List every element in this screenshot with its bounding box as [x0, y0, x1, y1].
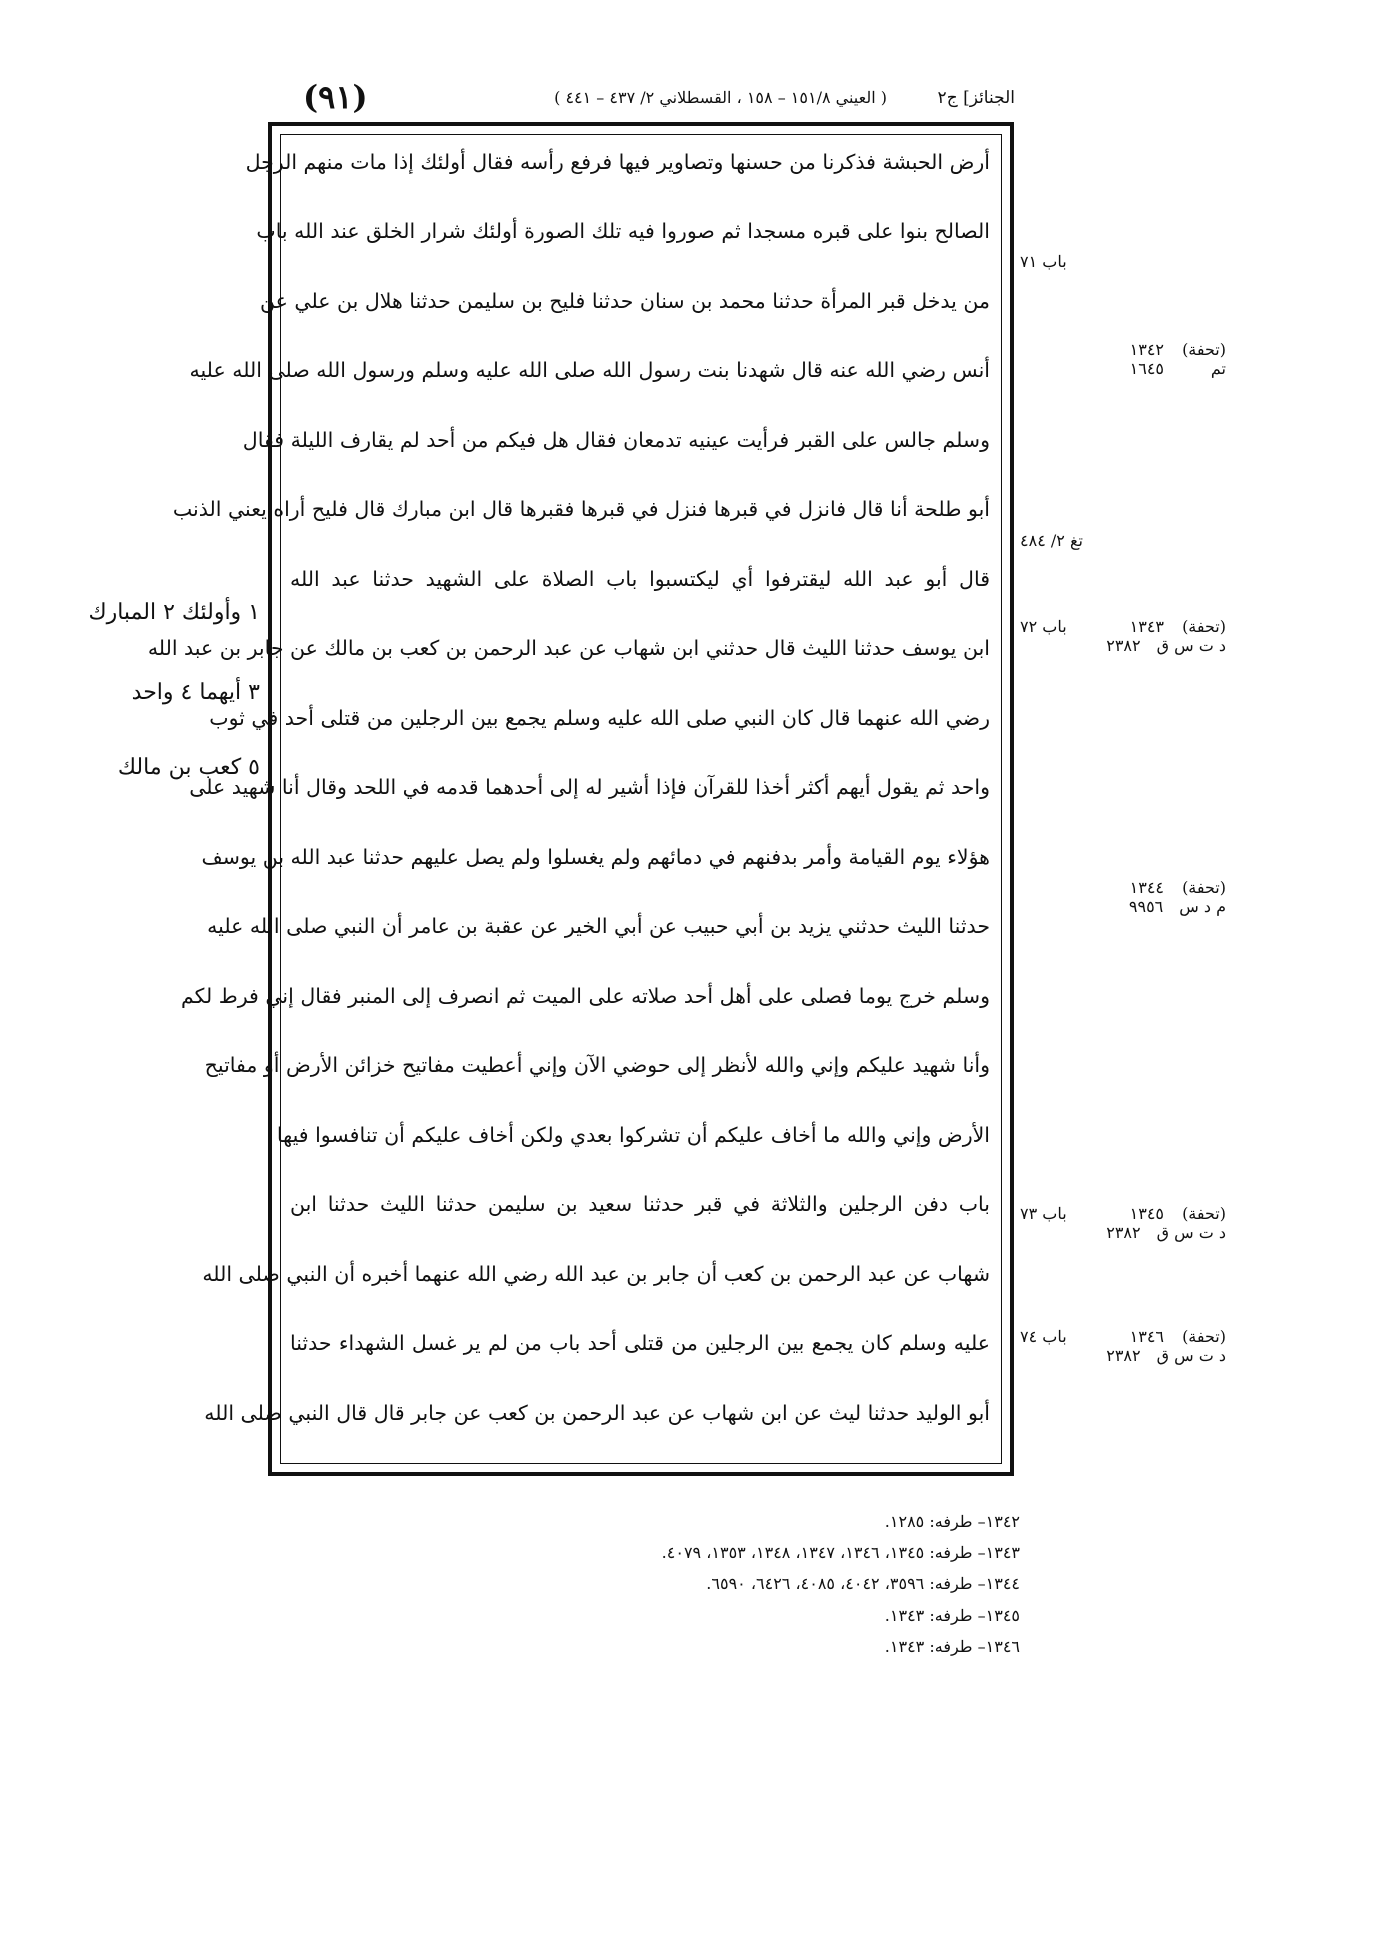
- tuhfa-ref: [1066, 1327, 1226, 1365]
- tuhfa-code: م د س: [1179, 897, 1226, 916]
- bab-marker: باب ٧١: [1020, 252, 1067, 271]
- text-line: أبو طلحة أنا قال فانزل في قبرها فنزل في قبرها فقبرها قال ابن مبارك قال فليح أراه يعني الذنب: [172, 497, 990, 521]
- tuhfa-code-number: ٢٣٨٢: [1106, 636, 1141, 655]
- commentary-refs: ( العيني ١٥١/٨ – ١٥٨ ، القسطلاني ٢/ ٤٣٧ – ٤٤١ ): [554, 88, 887, 107]
- footnote: ١٣٤٢– طرفه: ١٢٨٥.: [884, 1512, 1020, 1531]
- tuhfa-code: د ت س ق: [1156, 636, 1226, 655]
- tuhfa-number: ١٣٤٣: [1129, 617, 1164, 636]
- tuhfa-label: (تحفة): [1182, 617, 1226, 636]
- text-line: حدثنا الليث حدثني يزيد بن أبي حبيب عن أبي الخير عن عقبة بن عامر أن النبي صلى الله عليه: [207, 914, 990, 938]
- bab-marker: تغ ٢/ ٤٨٤: [1020, 531, 1083, 550]
- tuhfa-label: (تحفة): [1182, 1204, 1226, 1223]
- page-header: [295, 78, 1015, 122]
- bab-marker: باب ٧٤: [1020, 1327, 1067, 1346]
- text-line: الأرض وإني والله ما أخاف عليكم أن تشركوا بعدي ولكن أخاف عليكم أن تنافسوا فيها: [276, 1123, 990, 1147]
- right-margin-notes: [1010, 0, 1230, 1934]
- text-line: رضي الله عنهما قال كان النبي صلى الله عليه وسلم يجمع بين الرجلين من قتلى أحد في ثوب: [209, 706, 990, 730]
- footnote: ١٣٤٤– طرفه: ٣٥٩٦، ٤٠٤٢، ٤٠٨٥، ٦٤٢٦، ٦٥٩٠.: [706, 1574, 1020, 1593]
- variant-note: ٥ كعب بن مالك: [117, 755, 260, 780]
- tuhfa-label: (تحفة): [1182, 878, 1226, 897]
- variant-note: ٣ أيهما ٤ واحد: [131, 680, 260, 705]
- text-line: وسلم جالس على القبر فرأيت عينيه تدمعان فقال هل فيكم من أحد لم يقارف الليلة فقال: [242, 428, 990, 452]
- tuhfa-ref: [1066, 617, 1226, 655]
- tuhfa-ref: [1066, 340, 1226, 378]
- footnote: ١٣٤٣– طرفه: ١٣٤٥، ١٣٤٦، ١٣٤٧، ١٣٤٨، ١٣٥٣، ٤٠٧٩.: [661, 1543, 1020, 1562]
- tuhfa-number: ١٣٤٥: [1129, 1204, 1164, 1223]
- text-line: باب دفن الرجلين والثلاثة في قبر حدثنا سعيد بن سليمن حدثنا الليث حدثنا ابن: [290, 1192, 990, 1216]
- text-line: الصالح بنوا على قبره مسجدا ثم صوروا فيه تلك الصورة أولئك شرار الخلق عند الله باب: [256, 219, 990, 243]
- tuhfa-code: د ت س ق: [1156, 1223, 1226, 1242]
- text-line: أرض الحبشة فذكرنا من حسنها وتصاوير فيها فرفع رأسه فقال أولئك إذا مات منهم الرجل: [245, 150, 990, 174]
- text-line: شهاب عن عبد الرحمن بن كعب أن جابر بن عبد الله رضي الله عنهما أخبره أن النبي صلى الله: [202, 1262, 990, 1286]
- tuhfa-code: د ت س ق: [1156, 1346, 1226, 1365]
- page-number: (٩١): [303, 78, 368, 116]
- text-line: وأنا شهيد عليكم وإني والله لأنظر إلى حوضي الآن وإني أعطيت مفاتيح خزائن الأرض أو مفاتيح: [204, 1053, 990, 1077]
- tuhfa-number: ١٣٤٦: [1129, 1327, 1164, 1346]
- tuhfa-ref: [1066, 878, 1226, 916]
- bab-marker: باب ٧٢: [1020, 617, 1067, 636]
- footnote: ١٣٤٦– طرفه: ١٣٤٣.: [884, 1637, 1020, 1656]
- tuhfa-code-number: ٢٣٨٢: [1106, 1223, 1141, 1242]
- tuhfa-label: (تحفة): [1182, 1327, 1226, 1346]
- tuhfa-number: ١٣٤٤: [1129, 878, 1164, 897]
- tuhfa-number: ١٣٤٢: [1129, 340, 1164, 359]
- text-line: ابن يوسف حدثنا الليث قال حدثني ابن شهاب عن عبد الرحمن بن كعب بن مالك عن جابر بن عبد الله: [147, 636, 990, 660]
- tuhfa-code-number: ٩٩٥٦: [1128, 897, 1164, 916]
- text-line: هؤلاء يوم القيامة وأمر بدفنهم في دمائهم ولم يغسلوا ولم يصل عليهم حدثنا عبد الله بن يوسف: [201, 845, 990, 869]
- text-line: عليه وسلم كان يجمع بين الرجلين من قتلى أحد باب من لم ير غسل الشهداء حدثنا: [290, 1331, 990, 1355]
- variant-note: ١ وأولئك ٢ المبارك: [88, 600, 260, 625]
- text-line: وسلم خرج يوما فصلى على أهل أحد صلاته على الميت ثم انصرف إلى المنبر فقال إني فرط لكم: [181, 984, 990, 1008]
- tuhfa-code-number: ٢٣٨٢: [1106, 1346, 1141, 1365]
- tuhfa-code-number: ١٦٤٥: [1129, 359, 1164, 378]
- tuhfa-label: (تحفة): [1182, 340, 1226, 359]
- footnote: ١٣٤٥– طرفه: ١٣٤٣.: [884, 1606, 1020, 1625]
- tuhfa-code: تم: [1210, 359, 1226, 378]
- tuhfa-ref: [1066, 1204, 1226, 1242]
- text-line: واحد ثم يقول أيهم أكثر أخذا للقرآن فإذا أشير له إلى أحدهما قدمه في اللحد وقال أنا شهيد على: [189, 775, 990, 799]
- text-line: من يدخل قبر المرأة حدثنا محمد بن سنان حدثنا فليح بن سليمن حدثنا هلال بن علي عن: [260, 289, 990, 313]
- book-chapter: الجنائز] ج٢: [937, 88, 1015, 108]
- text-line: أبو الوليد حدثنا ليث عن ابن شهاب عن عبد الرحمن بن كعب عن جابر قال قال النبي صلى الله: [204, 1401, 990, 1425]
- text-line: قال أبو عبد الله ليقترفوا أي ليكتسبوا باب الصلاة على الشهيد حدثنا عبد الله: [290, 567, 990, 591]
- text-line: أنس رضي الله عنه قال شهدنا بنت رسول الله صلى الله عليه وسلم ورسول الله صلى الله عليه: [189, 358, 990, 382]
- bab-marker: باب ٧٣: [1020, 1204, 1067, 1223]
